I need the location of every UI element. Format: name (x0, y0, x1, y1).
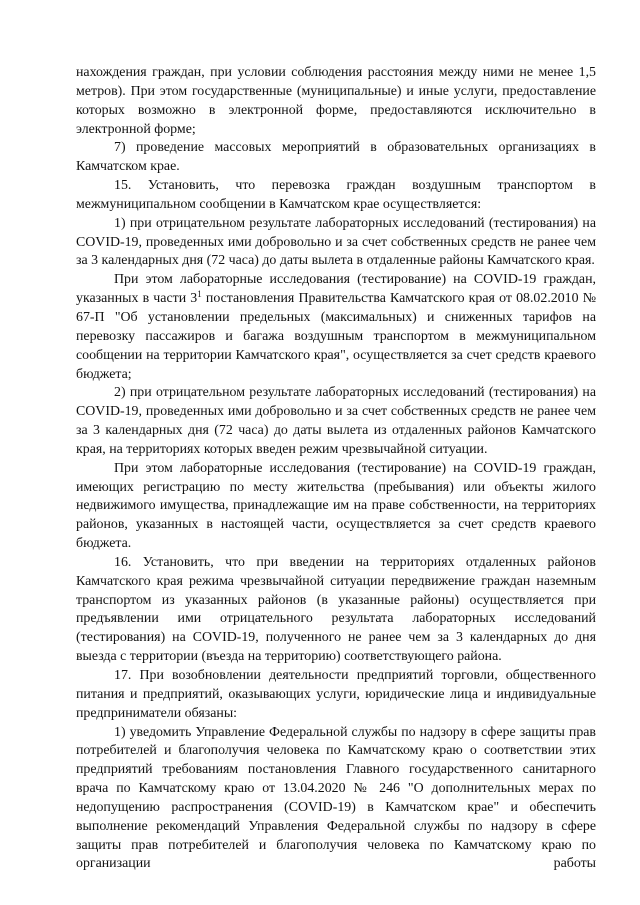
paragraph-clause-15-item-1: 1) при отрицательном результате лабораторных исследований (тестирования) на COVID-19, проведенных ими добровольно и за счет собственных средств не ранее чем за 3 календарных дня (72 часа) до даты вылета в отдаленные районы Камчатского края. (76, 215, 596, 269)
paragraph-clause-15-item-2-note: При этом лабораторные исследования (тестирование) на COVID-19 граждан, имеющих регистрацию по месту жительства (пребывания) или объекты жилого недвижимого имущества, принадлежащие им на праве собственности, на территориях районов, указанных в настоящей части, осуществляется за счет средств краевого бюджета. (76, 460, 596, 552)
paragraph-clause-15-item-1-note (76, 271, 596, 384)
paragraph-clause-16: 16. Установить, что при введении на территориях отдаленных районов Камчатского края режима чрезвычайной ситуации передвижение граждан наземным транспортом из указанных районов (в указанные районы) осуществляется при предъявлении ими отрицательного результата лабораторных исследований (тестирования) на COVID-19, полученного не ранее чем за 3 календарных до дня выезда с территории (въезда на территорию) соответствующего района. (76, 554, 596, 665)
paragraph-clause-17-item-1: 1) уведомить Управление Федеральной службы по надзору в сфере защиты прав потребителей и благополучия человека по Камчатскому краю о соответствии этих предприятий требованиям постановления Главного государственного санитарного врача по Камчатскому краю от 13.04.2020 № 246 "О дополнительных мерах по недопущению распространения (COVID-19) в Камчатском крае" и обеспечить выполнение рекомендаций Управления Федеральной службы по надзору в сфере защиты прав потребителей и благополучия человека по Камчатскому краю по организации работы (76, 724, 596, 872)
paragraph-text-part: При этом лабораторные исследования (тестирование) на COVID-19 граждан, указанных в части 3 (76, 272, 596, 307)
paragraph-clause-15-item-2: 2) при отрицательном результате лабораторных исследований (тестирования) на COVID-19, проведенных ими добровольно и за счет собственных средств не ранее чем за 3 календарных дня (72 часа) до даты вылета из отдаленных районов Камчатского края, на территориях которых введен режим чрезвычайной ситуации. (76, 385, 596, 457)
paragraph-clause-15: 15. Установить, что перевозка граждан воздушным транспортом в межмуниципальном сообщении в Камчатском крае осуществляется: (76, 178, 596, 212)
document-body (76, 64, 596, 874)
paragraph-text-part: постановления Правительства Камчатского края от 08.02.2010 № 67-П "Об установлении предельных (максимальных) и сниженных тарифов на перевозку пассажиров и багажа воздушным транспортом в межмуниципальном сообщении на территории Камчатского края", осуществляется за счет средств краевого бюджета; (76, 291, 596, 382)
paragraph-clause-17: 17. При возобновлении деятельности предприятий торговли, общественного питания и предприятий, оказывающих услуги, юридические лица и индивидуальные предприниматели обязаны: (76, 668, 596, 721)
paragraph-item-7: 7) проведение массовых мероприятий в образовательных организациях в Камчатском крае. (76, 140, 596, 175)
superscript-mark: 1 (197, 289, 202, 300)
paragraph-continuation: нахождения граждан, при условии соблюдения расстояния между ними не менее 1,5 метров). При этом государственные (муниципальные) и иные услуги, предоставление которых возможно в электронной форме, предоставляются исключительно в электронной форме; (76, 65, 596, 137)
